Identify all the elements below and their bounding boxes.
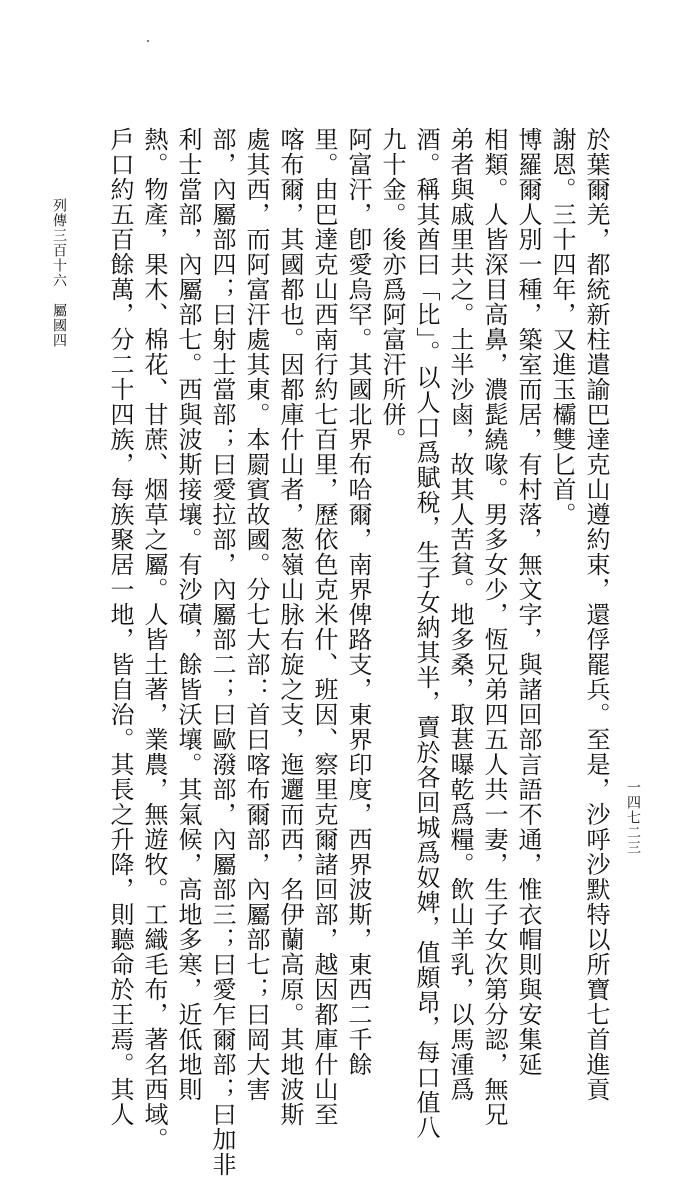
text-column-9: 里。由巴達克山西南行約七百里，歷依色克米什、班因、察里克爾諸回部，越因都庫什山至 [310,127,338,1127]
text-column-4: 相類。人皆深目高鼻，濃髭繞喙。男多女少，恆兄弟四五人共一妻，生子女次第分認，無兄 [480,127,508,1127]
text-column-11: 處其西，而阿富汗處其東。本罽賓故國。分七大部：首曰喀布爾部，內屬部七；曰岡大害 [242,127,270,1102]
text-column-1: 於葉爾羌，都統新柱遣諭巴達克山遵約束，還俘罷兵。至是，沙呼沙默特以所寶七首進貢 [582,127,610,1102]
text-column-14: 熱。物產，果木、棉花、甘蔗、烟草之屬。人皆土著，業農，無遊牧。工織毛布，著名西域。 [140,127,168,1152]
text-column-15: 戶口約五百餘萬，分二十四族，每族聚居一地，皆自治。其長之升降，則聽命於王焉。其人 [106,127,134,1127]
text-column-7: 九十金。後亦爲阿富汗所併。 [378,127,406,452]
text-column-3: 博羅爾人別一種，築室而居，有村落，無文字，與諸回部言語不通，惟衣帽則與安集延 [514,127,542,1077]
text-column-10: 喀布爾，其國都也。因都庫什山者，葱嶺山脉右旋之支，迤邐而西，名伊蘭高原。其地波斯 [276,127,304,1127]
text-column-2: 謝恩。三十四年，又進玉欛雙匕首。 [548,127,576,527]
text-column-5: 弟者與戚里共之。土半沙鹵，故其人苦貧。地多桑，取葚曝乾爲糧。飲山羊乳，以馬湩爲 [446,127,474,1102]
text-column-6: 酒。稱其酋曰「比」。以人口爲賦稅，生子女納其半，賣於各回城爲奴婢，值頗昂，每口值八 [412,127,440,1140]
text-column-8: 阿富汗，卽愛烏罕。其國北界布哈爾，南界俾路支，東界印度，西界波斯，東西二千餘 [344,127,372,1077]
scan-speck [147,40,149,42]
chapter-margin-label: 列傳三百十六 屬國四 [51,198,67,348]
text-column-12: 部，內屬部四；曰射士當部；曰愛拉部，內屬部二；曰歐潑部，內屬部三；曰愛乍爾部；曰加非 [208,127,236,1177]
text-column-13: 利士當部，內屬部七。西與波斯接壤。有沙磧，餘皆沃壤。其氣候，高地多寒，近低地則 [174,127,202,1102]
page-number: 一四七二三 [625,780,641,855]
